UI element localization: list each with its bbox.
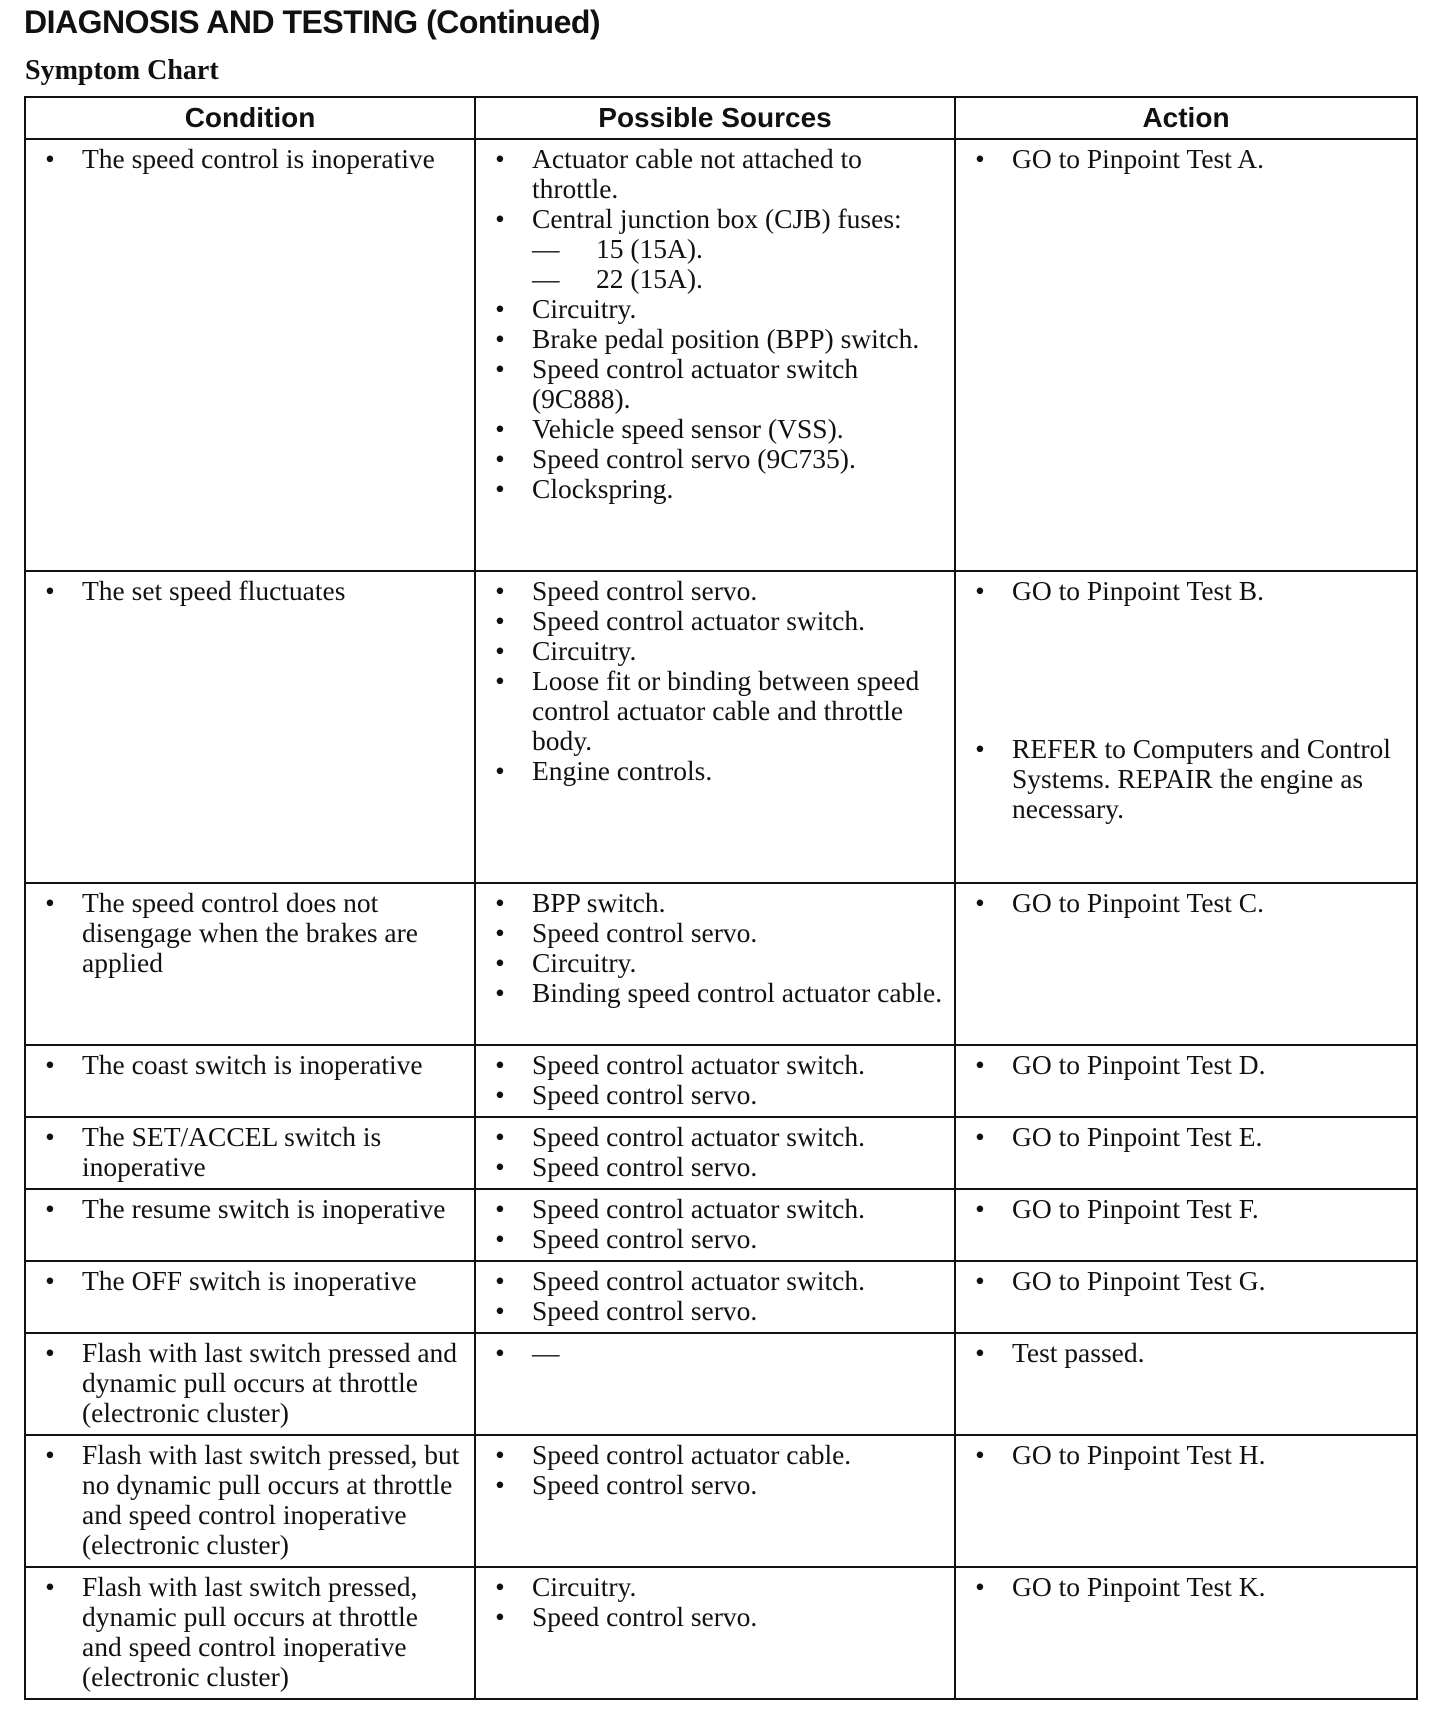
sources-cell — [475, 1261, 955, 1333]
condition-cell — [25, 139, 475, 571]
action-item: • GO to Pinpoint Test A. — [970, 144, 1406, 174]
sources-cell — [475, 571, 955, 883]
source-item: • Circuitry. — [490, 294, 944, 324]
source-item: • Brake pedal position (BPP) switch. — [490, 324, 944, 354]
table-row — [25, 1045, 1417, 1117]
action-item: • GO to Pinpoint Test E. — [970, 1122, 1406, 1152]
fuse-value: 15 (15A). — [596, 233, 703, 264]
condition-text: • The SET/ACCEL switch is inoperative — [40, 1122, 464, 1182]
table-row — [25, 1261, 1417, 1333]
source-subitem — [490, 234, 944, 264]
condition-cell — [25, 883, 475, 1045]
column-header-condition: Condition — [25, 97, 475, 139]
condition-text: • The set speed fluctuates — [40, 576, 464, 606]
action-item: • Test passed. — [970, 1338, 1406, 1368]
action-item: • REFER to Computers and Control Systems. REPAIR the engine as necessary. — [970, 734, 1406, 824]
condition-cell — [25, 1117, 475, 1189]
source-item: • Speed control servo. — [490, 1152, 944, 1182]
action-item: • GO to Pinpoint Test H. — [970, 1440, 1406, 1470]
table-row — [25, 1189, 1417, 1261]
action-cell — [955, 1045, 1417, 1117]
condition-cell — [25, 571, 475, 883]
source-item: • Speed control actuator switch. — [490, 606, 944, 636]
sources-cell — [475, 1333, 955, 1435]
condition-text: • The coast switch is inoperative — [40, 1050, 464, 1080]
condition-text: • The speed control is inoperative — [40, 144, 464, 174]
source-item: • Circuitry. — [490, 948, 944, 978]
action-cell — [955, 1435, 1417, 1567]
dash-mark: — — [532, 263, 560, 294]
table-row — [25, 1567, 1417, 1699]
source-item: • Speed control servo (9C735). — [490, 444, 944, 474]
condition-cell — [25, 1045, 475, 1117]
source-item: • Vehicle speed sensor (VSS). — [490, 414, 944, 444]
action-cell — [955, 1189, 1417, 1261]
action-item: • GO to Pinpoint Test D. — [970, 1050, 1406, 1080]
condition-text: • The resume switch is inoperative — [40, 1194, 464, 1224]
table-header-row — [25, 97, 1417, 139]
action-item: • GO to Pinpoint Test C. — [970, 888, 1406, 918]
source-item: • Circuitry. — [490, 636, 944, 666]
action-cell — [955, 139, 1417, 571]
source-item: • Speed control actuator switch. — [490, 1194, 944, 1224]
source-item: • BPP switch. — [490, 888, 944, 918]
action-cell — [955, 883, 1417, 1045]
action-item: • GO to Pinpoint Test G. — [970, 1266, 1406, 1296]
source-item: • Speed control servo. — [490, 1296, 944, 1326]
source-item: • Speed control servo. — [490, 1080, 944, 1110]
source-item: • Speed control actuator switch. — [490, 1266, 944, 1296]
sources-cell — [475, 883, 955, 1045]
source-item: • Circuitry. — [490, 1572, 944, 1602]
chart-title: Symptom Chart — [25, 55, 219, 86]
action-item: • GO to Pinpoint Test K. — [970, 1572, 1406, 1602]
symptom-chart-table — [24, 96, 1418, 1700]
action-item: • GO to Pinpoint Test F. — [970, 1194, 1406, 1224]
source-subitem — [490, 264, 944, 294]
condition-cell — [25, 1333, 475, 1435]
source-item: • Speed control servo. — [490, 576, 944, 606]
table-row — [25, 1435, 1417, 1567]
sources-cell — [475, 1189, 955, 1261]
source-item: • Actuator cable not attached to throttle. — [490, 144, 944, 204]
sources-cell — [475, 1435, 955, 1567]
condition-text: • Flash with last switch pressed, dynamic pull occurs at throttle and speed control inoperative (electronic cluster) — [40, 1572, 464, 1692]
sources-cell — [475, 1567, 955, 1699]
source-item: • Engine controls. — [490, 756, 944, 786]
column-header-action: Action — [955, 97, 1417, 139]
source-item: • Speed control actuator switch (9C888). — [490, 354, 944, 414]
source-item: • Central junction box (CJB) fuses: — [490, 204, 944, 234]
source-item: • Speed control servo. — [490, 1224, 944, 1254]
action-cell — [955, 1261, 1417, 1333]
source-item: • Binding speed control actuator cable. — [490, 978, 944, 1008]
source-item: • Speed control actuator cable. — [490, 1440, 944, 1470]
condition-cell — [25, 1435, 475, 1567]
table-row — [25, 1117, 1417, 1189]
table-row — [25, 1333, 1417, 1435]
action-cell — [955, 571, 1417, 883]
dash-mark: — — [532, 233, 560, 264]
source-item: • Speed control servo. — [490, 1470, 944, 1500]
table-row — [25, 883, 1417, 1045]
action-cell — [955, 1117, 1417, 1189]
condition-text: • Flash with last switch pressed, but no dynamic pull occurs at throttle and speed control inoperative (electronic cluster) — [40, 1440, 464, 1560]
action-item: • GO to Pinpoint Test B. — [970, 576, 1406, 606]
source-item: • Speed control actuator switch. — [490, 1050, 944, 1080]
condition-cell — [25, 1261, 475, 1333]
page-heading: DIAGNOSIS AND TESTING (Continued) — [24, 4, 601, 40]
sources-cell — [475, 1045, 955, 1117]
fuse-value: 22 (15A). — [596, 263, 703, 294]
source-item: • Clockspring. — [490, 474, 944, 504]
condition-cell — [25, 1567, 475, 1699]
source-item: • Speed control servo. — [490, 1602, 944, 1632]
source-item: • Loose fit or binding between speed control actuator cable and throttle body. — [490, 666, 944, 756]
action-cell — [955, 1333, 1417, 1435]
action-cell — [955, 1567, 1417, 1699]
condition-text: • Flash with last switch pressed and dynamic pull occurs at throttle (electronic cluster) — [40, 1338, 464, 1428]
condition-cell — [25, 1189, 475, 1261]
condition-text: • The speed control does not disengage when the brakes are applied — [40, 888, 464, 978]
sources-cell — [475, 139, 955, 571]
table-row — [25, 139, 1417, 571]
source-item: • — — [490, 1338, 944, 1368]
sources-cell — [475, 1117, 955, 1189]
source-item: • Speed control actuator switch. — [490, 1122, 944, 1152]
source-item: • Speed control servo. — [490, 918, 944, 948]
condition-text: • The OFF switch is inoperative — [40, 1266, 464, 1296]
column-header-possible-sources: Possible Sources — [475, 97, 955, 139]
table-row — [25, 571, 1417, 883]
